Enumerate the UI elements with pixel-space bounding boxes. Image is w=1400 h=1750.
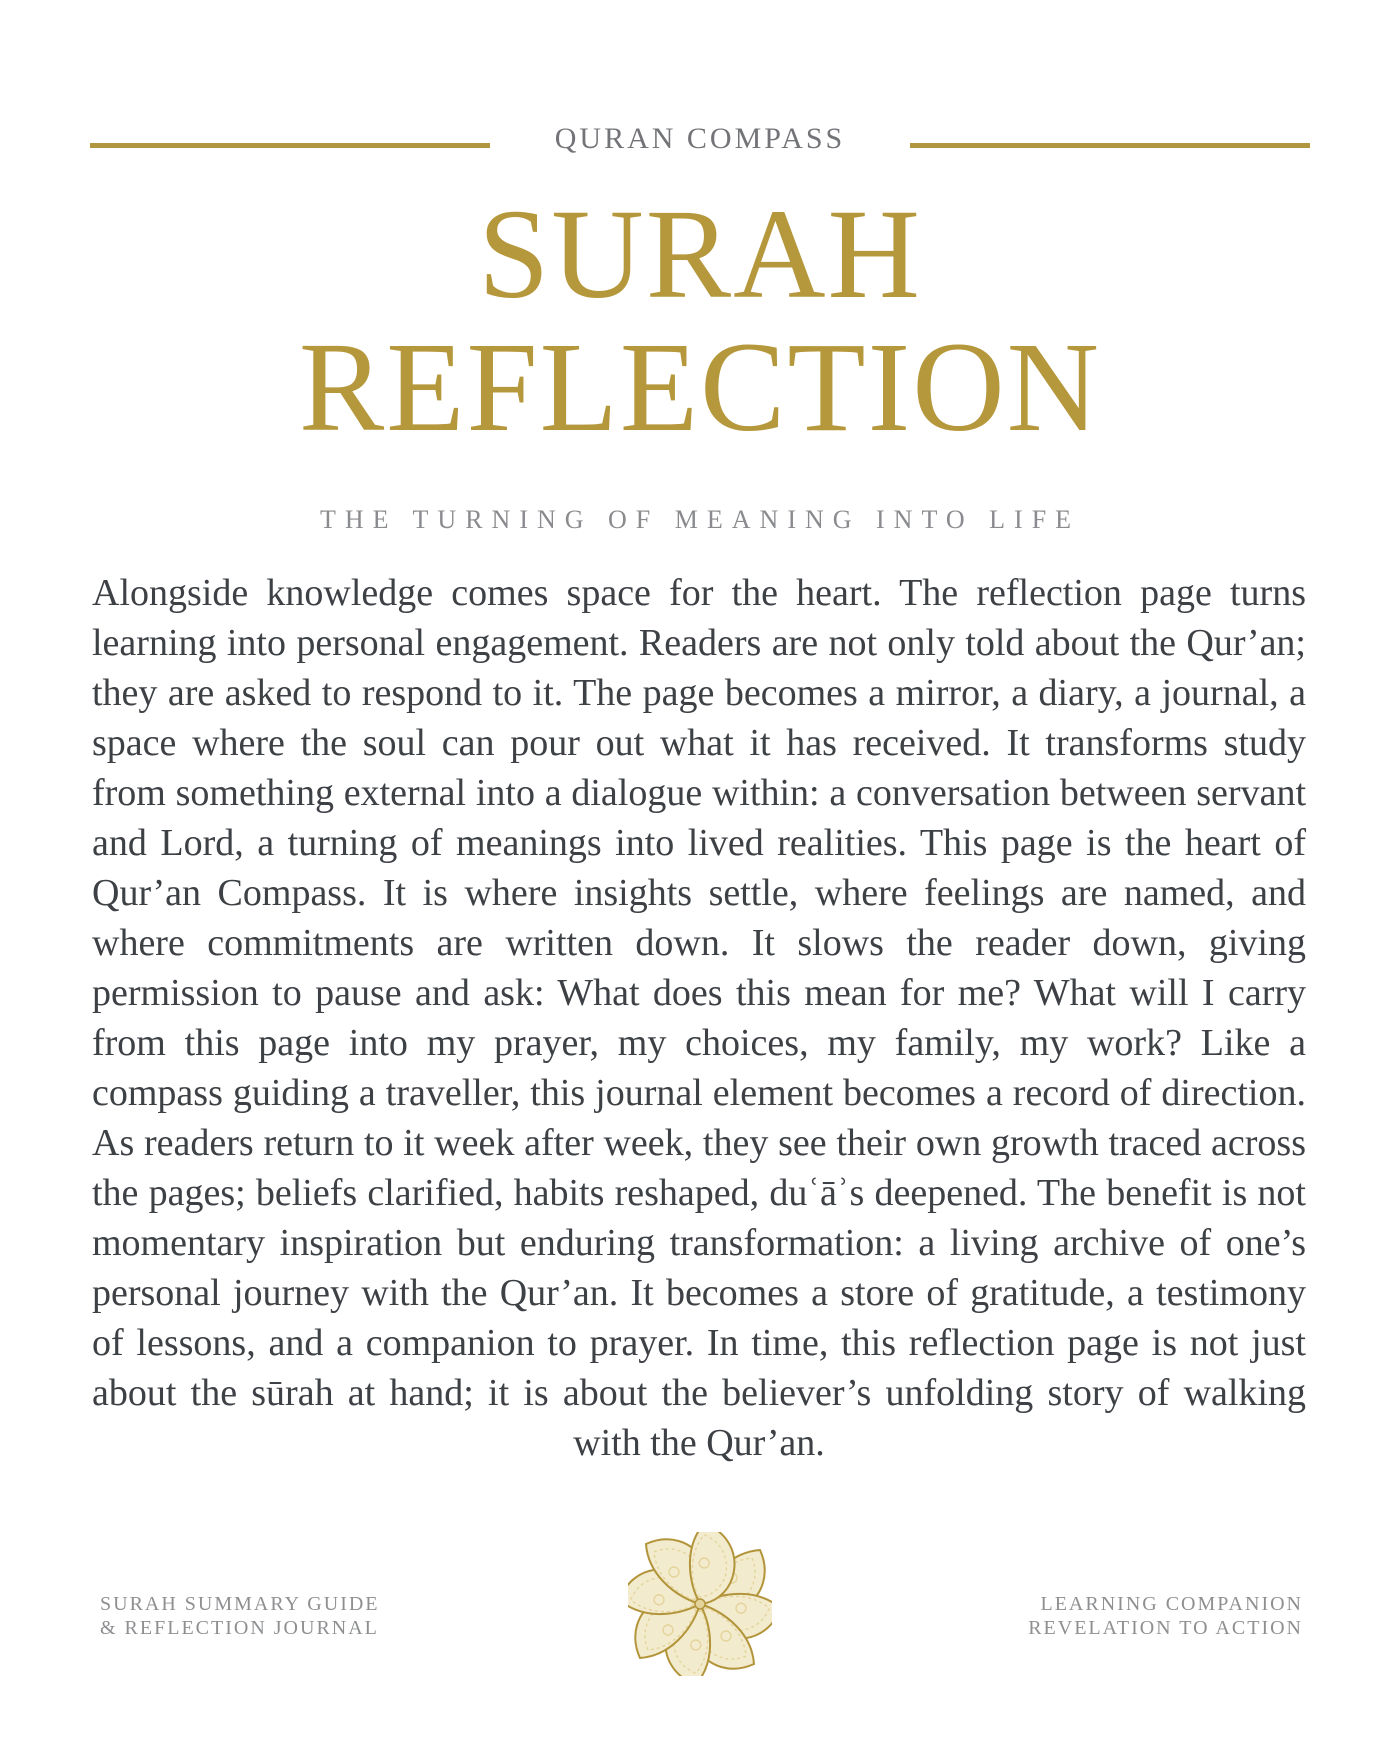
header-rule-right — [910, 143, 1310, 148]
body-paragraph: Alongside knowledge comes space for the heart. The reflection page turns learning into personal engagement. Readers are not only told about the Qur’an; they are asked to respond to it. The page becomes a mirror, a diary, a journal, a space where the soul can pour out what it has received. It transforms study from something external into a dialogue within: a conversation between servant and Lord, a turning of meanings into lived realities. This page is the heart of Qur’an Compass. It is where insights settle, where feelings are named, and where commitments are written down. It slows the reader down, giving permission to pause and ask: What does this mean for me? What will I carry from this page into my prayer, my choices, my family, my work? Like a compass guiding a traveller, this journal element becomes a record of direction. As readers return to it week after week, they see their own growth traced across the pages; beliefs clarified, habits reshaped, duʿāʾs deepened. The benefit is not momentary inspiration but enduring transformation: a living archive of one’s personal journey with the Qur’an. It becomes a store of gratitude, a testimony of lessons, and a companion to prayer. In time, this reflection page is not just about the sūrah at hand; it is about the believer’s unfolding story of walking with the Qur’an. — [92, 572, 1306, 1464]
footer-left — [100, 1592, 380, 1640]
page-title — [0, 183, 1400, 458]
footer-right-line1: LEARNING COMPANION — [1040, 1593, 1303, 1615]
brand-label: QURAN COMPASS — [554, 122, 846, 155]
footer-right-line2: REVELATION TO ACTION — [1028, 1617, 1303, 1639]
footer-left-line1: SURAH SUMMARY GUIDE — [100, 1593, 380, 1615]
footer-right — [1028, 1592, 1303, 1640]
footer-left-line2: & REFLECTION JOURNAL — [100, 1617, 379, 1639]
page-title-line1: SURAH — [478, 183, 922, 325]
page-subtitle: THE TURNING OF MEANING INTO LIFE — [319, 505, 1081, 534]
page-title-line2: REFLECTION — [298, 316, 1102, 458]
rosette-ornament-icon — [628, 1532, 772, 1676]
